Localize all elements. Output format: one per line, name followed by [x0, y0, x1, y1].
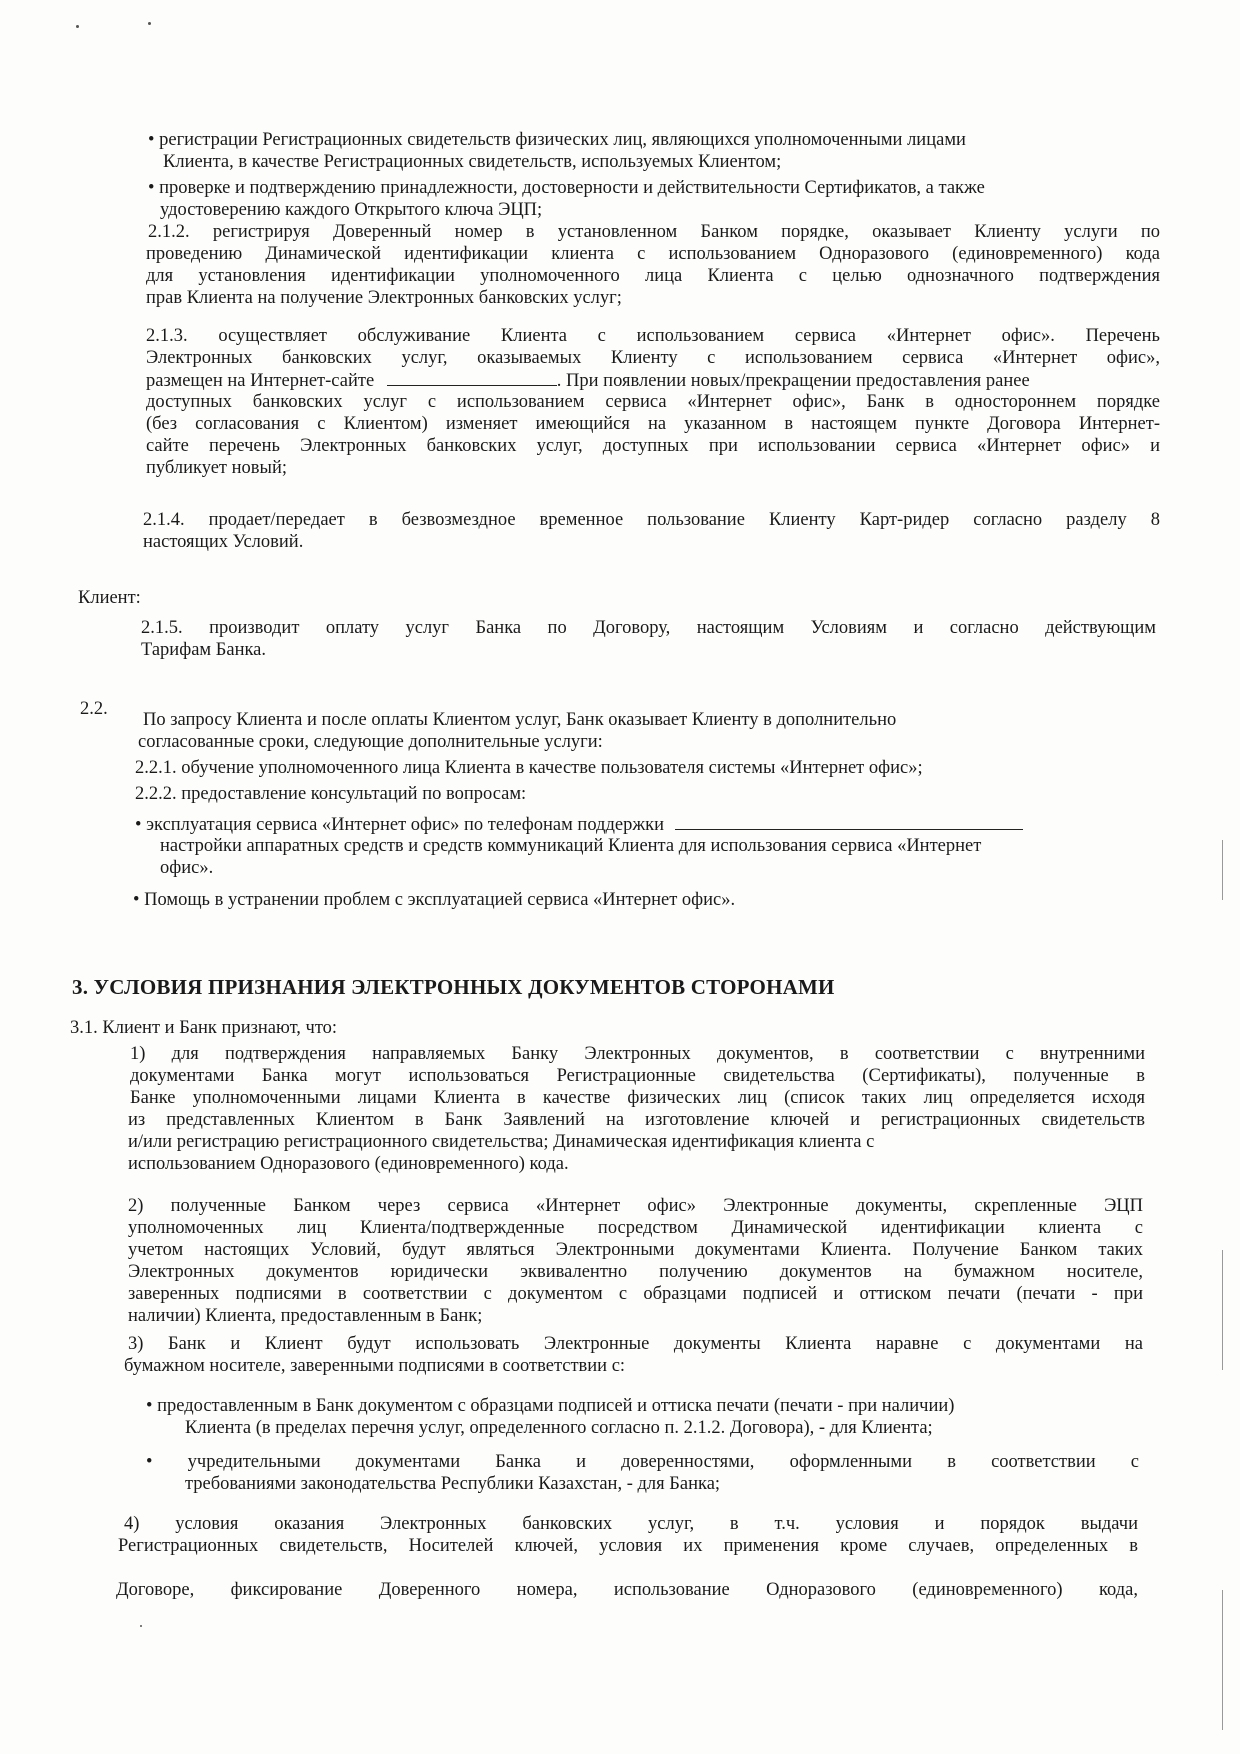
clause-3-1-p2-line: Электронных документов юридически эквивалентно получению документов на бумажном носителе, [128, 1262, 1143, 1282]
clause-2-1-3-line: публикует новый; [146, 458, 287, 478]
clause-2-1-2-line: проведению Динамической идентификации клиента с использованием Одноразового (единовременного) кода [146, 244, 1160, 264]
clause-3-1-p4-line: Регистрационных свидетельств, Носителей ключей, условия их применения кроме случаев, определенных в [118, 1536, 1138, 1556]
clause-3-1-p4-line: Договоре, фиксирование Доверенного номера, использование Одноразового (единовременного) кода, [116, 1580, 1138, 1600]
clause-2-2-1: 2.2.1. обучение уполномоченного лица Клиента в качестве пользователя системы «Интернет офис»; [135, 758, 923, 778]
clause-3-1-p4-line: 4) условия оказания Электронных банковских услуг, в т.ч. условия и порядок выдачи [124, 1514, 1138, 1534]
bullet-verification-cont: удостоверению каждого Открытого ключа ЭЦП; [160, 200, 543, 220]
clause-2-2-bullet-text: • эксплуатация сервиса «Интернет офис» по телефонам поддержки [135, 815, 665, 835]
clause-2-1-3-text: размещен на Интернет-сайте [146, 371, 375, 391]
clause-2-2-line: По запросу Клиента и после оплаты Клиентом услуг, Банк оказывает Клиенту в дополнительно [143, 710, 897, 730]
clause-2-2-2: 2.2.2. предоставление консультаций по вопросам: [135, 784, 527, 804]
clause-2-2-bullet [135, 813, 1023, 836]
client-label: Клиент: [78, 588, 141, 608]
clause-3-1-p2-line: наличии) Клиента, предоставленным в Банк; [128, 1306, 483, 1326]
clause-2-2-bullet: • Помощь в устранении проблем с эксплуатацией сервиса «Интернет офис». [133, 890, 736, 910]
clause-3-1-p3-line: 3) Банк и Клиент будут использовать Электронные документы Клиента наравне с документами на [128, 1334, 1143, 1354]
scan-edge-mark [1222, 840, 1223, 900]
clause-3-1-p3-line: бумажном носителе, заверенными подписями в соответствии с: [124, 1356, 626, 1376]
clause-2-1-2-line: 2.1.2. регистрируя Доверенный номер в установленном Банком порядке, оказывает Клиенту услуги по [148, 222, 1160, 242]
clause-3-1-p2-line: 2) полученные Банком через сервиса «Интернет офис» Электронные документы, скрепленные ЭЦП [128, 1196, 1143, 1216]
clause-3-1-p1-line: использованием Одноразового (единовременного) кода. [128, 1154, 569, 1174]
clause-2-1-3-line: Электронных банковских услуг, оказываемых Клиенту с использованием сервиса «Интернет офис», [146, 348, 1160, 368]
clause-3-1-p1-line: 1) для подтверждения направляемых Банку Электронных документов, в соответствии с внутренними [130, 1044, 1145, 1064]
scan-edge-mark [1222, 1590, 1223, 1730]
clause-3-1-p3-bullet: • учредительными документами Банка и доверенностями, оформленными в соответствии с [146, 1452, 1139, 1472]
scan-speck [148, 22, 151, 25]
bullet-verification: • проверке и подтверждению принадлежности, достоверности и действительности Сертификатов, а также [148, 178, 985, 198]
bullet-registration-cont: Клиента, в качестве Регистрационных свидетельств, используемых Клиентом; [163, 152, 782, 172]
clause-2-2-number: 2.2. [80, 699, 108, 719]
clause-2-1-4-line: настоящих Условий. [143, 532, 304, 552]
clause-2-1-3-line: (без согласования с Клиентом) изменяет имеющийся на указанном в настоящем пункте Договора Интернет- [146, 414, 1160, 434]
clause-2-1-3-line [146, 369, 1030, 392]
clause-2-1-4-line: 2.1.4. продает/передает в безвозмездное временное пользование Клиенту Карт-ридер согласно разделу 8 [143, 510, 1160, 530]
clause-3-1-p2-line: уполномоченных лиц Клиента/подтвержденные посредством Динамической идентификации клиента с [128, 1218, 1143, 1238]
clause-2-1-2-line: прав Клиента на получение Электронных банковских услуг; [146, 288, 622, 308]
clause-3-1-p1-line: и/или регистрацию регистрационного свидетельства; Динамическая идентификация клиента с [128, 1132, 875, 1152]
clause-2-1-5-line: Тарифам Банка. [141, 640, 267, 660]
website-blank-field [387, 369, 557, 386]
scan-speck [76, 25, 79, 28]
clause-2-2-line: согласованные сроки, следующие дополнительные услуги: [138, 732, 603, 752]
clause-3-1-p2-line: заверенных подписями в соответствии с документом с образцами подписей и оттиском печати (печати - при [128, 1284, 1143, 1304]
clause-2-2-bullet-cont: настройки аппаратных средств и средств коммуникаций Клиента для использования сервиса «Интернет [160, 836, 982, 856]
clause-3-1-p3-bullet: • предоставленным в Банк документом с образцами подписей и оттиска печати (печати - при наличии) [146, 1396, 955, 1416]
support-phone-blank-field [675, 813, 1023, 830]
clause-2-1-3-line: сайте перечень Электронных банковских услуг, доступных при использовании сервиса «Интернет офис» и [146, 436, 1160, 456]
clause-3-1-p2-line: учетом настоящих Условий, будут являться Электронными документами Клиента. Получение Банком таких [128, 1240, 1143, 1260]
clause-3-1-p3-bullet-cont: Клиента (в пределах перечня услуг, определенного согласно п. 2.1.2. Договора), - для Клиента; [185, 1418, 933, 1438]
clause-3-1-p1-line: документами Банка могут использоваться Регистрационные свидетельства (Сертификаты), полученные в [130, 1066, 1145, 1086]
bullet-registration: • регистрации Регистрационных свидетельств физических лиц, являющихся уполномоченными лицами [148, 130, 966, 150]
clause-3-1-p1-line: из представленных Клиентом в Банк Заявлений на изготовление ключей и регистрационных свидетельств [128, 1110, 1145, 1130]
clause-2-1-3-line: 2.1.3. осуществляет обслуживание Клиента с использованием сервиса «Интернет офис». Перечень [146, 326, 1160, 346]
clause-2-1-5-line: 2.1.5. производит оплату услуг Банка по Договору, настоящим Условиям и согласно действующим [141, 618, 1156, 638]
scan-speck [140, 1625, 142, 1627]
clause-3-1-intro: 3.1. Клиент и Банк признают, что: [70, 1018, 338, 1038]
clause-2-1-3-text: . При появлении новых/прекращении предоставления ранее [556, 371, 1030, 391]
clause-2-1-2-line: для установления идентификации уполномоченного лица Клиента с целью однозначного подтверждения [146, 266, 1160, 286]
clause-2-2-bullet-cont: офис». [160, 858, 214, 878]
section-3-heading: 3. УСЛОВИЯ ПРИЗНАНИЯ ЭЛЕКТРОННЫХ ДОКУМЕНТОВ СТОРОНАМИ [72, 975, 835, 999]
clause-3-1-p3-bullet-cont: требованиями законодательства Республики Казахстан, - для Банка; [185, 1474, 721, 1494]
clause-3-1-p1-line: Банке уполномоченными лицами Клиента в качестве физических лиц (список таких лиц определяется исходя [130, 1088, 1145, 1108]
scan-edge-mark [1222, 1250, 1223, 1370]
clause-2-1-3-line: доступных банковских услуг с использованием сервиса «Интернет офис», Банк в одностороннем порядке [146, 392, 1160, 412]
